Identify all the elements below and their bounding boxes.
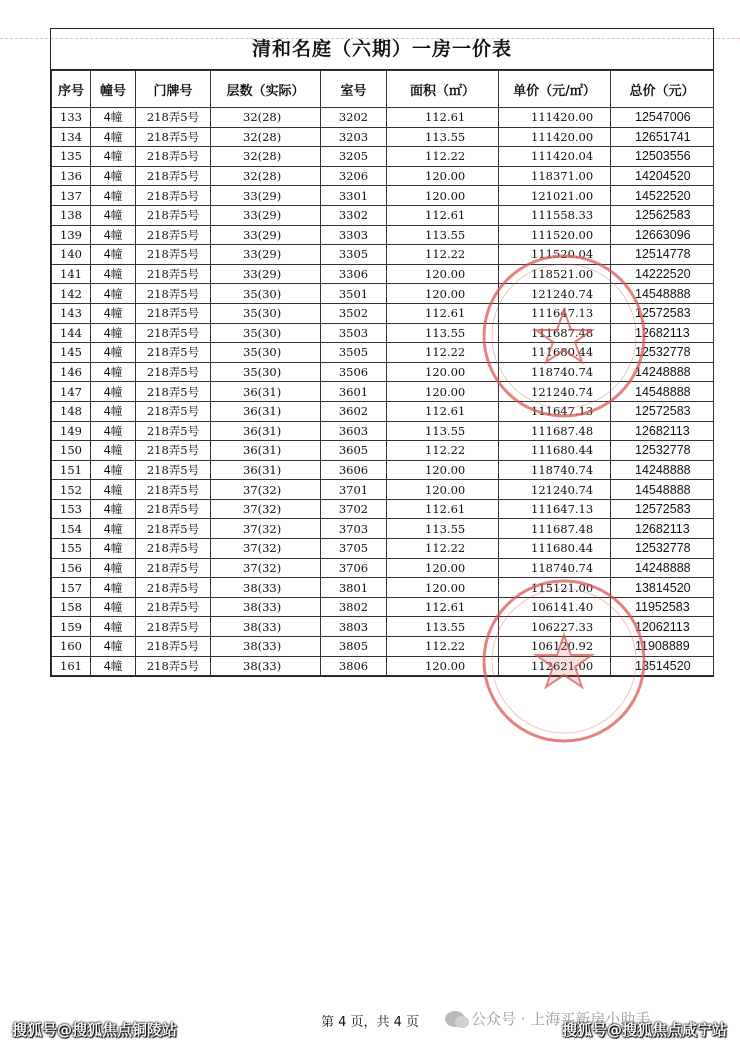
col-header-room: 室号 xyxy=(321,71,387,108)
cell-total-price: 12514778 xyxy=(611,245,714,265)
cell-building: 4幢 xyxy=(91,362,136,382)
cell-address: 218弄5号 xyxy=(136,421,211,441)
cell-building: 4幢 xyxy=(91,421,136,441)
cell-room: 3601 xyxy=(321,382,387,402)
cell-area: 112.61 xyxy=(387,303,499,323)
cell-address: 218弄5号 xyxy=(136,460,211,480)
table-row xyxy=(52,460,714,480)
cell-room: 3203 xyxy=(321,127,387,147)
cell-floor: 35(30) xyxy=(211,323,321,343)
cell-address: 218弄5号 xyxy=(136,323,211,343)
cell-address: 218弄5号 xyxy=(136,499,211,519)
cell-total-price: 14248888 xyxy=(611,460,714,480)
cell-index: 146 xyxy=(52,362,91,382)
cell-building: 4幢 xyxy=(91,186,136,206)
cell-building: 4幢 xyxy=(91,558,136,578)
cell-area: 112.22 xyxy=(387,441,499,461)
cell-index: 159 xyxy=(52,617,91,637)
cell-building: 4幢 xyxy=(91,166,136,186)
cell-address: 218弄5号 xyxy=(136,186,211,206)
cell-total-price: 13814520 xyxy=(611,578,714,598)
cell-unit-price: 121240.74 xyxy=(499,480,611,500)
cell-total-price: 12682113 xyxy=(611,421,714,441)
cell-total-price: 12682113 xyxy=(611,519,714,539)
cell-index: 160 xyxy=(52,637,91,657)
cell-unit-price: 112621.00 xyxy=(499,656,611,676)
document-title: 清和名庭（六期）一房一价表 xyxy=(51,29,713,70)
cell-building: 4幢 xyxy=(91,382,136,402)
cell-building: 4幢 xyxy=(91,480,136,500)
cell-total-price: 12062113 xyxy=(611,617,714,637)
cell-area: 120.00 xyxy=(387,382,499,402)
cell-index: 153 xyxy=(52,499,91,519)
cell-building: 4幢 xyxy=(91,441,136,461)
cell-floor: 36(31) xyxy=(211,460,321,480)
cell-index: 141 xyxy=(52,264,91,284)
cell-room: 3606 xyxy=(321,460,387,480)
cell-unit-price: 111420.00 xyxy=(499,108,611,128)
cell-address: 218弄5号 xyxy=(136,147,211,167)
col-header-index: 序号 xyxy=(52,71,91,108)
cell-address: 218弄5号 xyxy=(136,558,211,578)
cell-floor: 37(32) xyxy=(211,539,321,559)
cell-address: 218弄5号 xyxy=(136,539,211,559)
cell-index: 161 xyxy=(52,656,91,676)
cell-building: 4幢 xyxy=(91,245,136,265)
cell-room: 3506 xyxy=(321,362,387,382)
cell-total-price: 12532778 xyxy=(611,539,714,559)
cell-total-price: 12663096 xyxy=(611,225,714,245)
cell-index: 138 xyxy=(52,205,91,225)
cell-floor: 38(33) xyxy=(211,637,321,657)
cell-area: 120.00 xyxy=(387,558,499,578)
cell-unit-price: 111520.00 xyxy=(499,225,611,245)
table-row xyxy=(52,186,714,206)
cell-unit-price: 106227.33 xyxy=(499,617,611,637)
cell-building: 4幢 xyxy=(91,578,136,598)
cell-index: 142 xyxy=(52,284,91,304)
table-row xyxy=(52,225,714,245)
cell-floor: 35(30) xyxy=(211,343,321,363)
cell-building: 4幢 xyxy=(91,284,136,304)
cell-index: 151 xyxy=(52,460,91,480)
cell-unit-price: 121021.00 xyxy=(499,186,611,206)
cell-area: 112.22 xyxy=(387,245,499,265)
cell-total-price: 12532778 xyxy=(611,441,714,461)
cell-unit-price: 106120.92 xyxy=(499,637,611,657)
cell-address: 218弄5号 xyxy=(136,519,211,539)
table-row xyxy=(52,597,714,617)
cell-area: 120.00 xyxy=(387,460,499,480)
cell-address: 218弄5号 xyxy=(136,166,211,186)
cell-address: 218弄5号 xyxy=(136,245,211,265)
cell-total-price: 12572583 xyxy=(611,499,714,519)
cell-unit-price: 111420.00 xyxy=(499,127,611,147)
cell-total-price: 12562583 xyxy=(611,205,714,225)
table-row xyxy=(52,303,714,323)
cell-unit-price: 115121.00 xyxy=(499,578,611,598)
cell-building: 4幢 xyxy=(91,499,136,519)
cell-floor: 33(29) xyxy=(211,245,321,265)
cell-total-price: 14548888 xyxy=(611,382,714,402)
table-row xyxy=(52,284,714,304)
cell-index: 135 xyxy=(52,147,91,167)
cell-area: 120.00 xyxy=(387,480,499,500)
cell-building: 4幢 xyxy=(91,343,136,363)
cell-building: 4幢 xyxy=(91,264,136,284)
cell-floor: 37(32) xyxy=(211,558,321,578)
cell-index: 137 xyxy=(52,186,91,206)
cell-total-price: 14248888 xyxy=(611,362,714,382)
cell-address: 218弄5号 xyxy=(136,284,211,304)
price-table xyxy=(51,70,714,676)
cell-total-price: 14548888 xyxy=(611,284,714,304)
cell-building: 4幢 xyxy=(91,205,136,225)
cell-room: 3705 xyxy=(321,539,387,559)
cell-floor: 38(33) xyxy=(211,578,321,598)
cell-address: 218弄5号 xyxy=(136,225,211,245)
table-row xyxy=(52,539,714,559)
cell-unit-price: 106141.40 xyxy=(499,597,611,617)
cell-area: 113.55 xyxy=(387,519,499,539)
cell-total-price: 12532778 xyxy=(611,343,714,363)
col-header-area: 面积（㎡） xyxy=(387,71,499,108)
cell-building: 4幢 xyxy=(91,460,136,480)
col-header-total-price: 总价（元） xyxy=(611,71,714,108)
cell-address: 218弄5号 xyxy=(136,205,211,225)
cell-room: 3205 xyxy=(321,147,387,167)
price-table-sheet xyxy=(50,28,714,677)
table-row xyxy=(52,480,714,500)
cell-unit-price: 118740.74 xyxy=(499,460,611,480)
cell-room: 3806 xyxy=(321,656,387,676)
cell-room: 3603 xyxy=(321,421,387,441)
cell-index: 140 xyxy=(52,245,91,265)
cell-area: 120.00 xyxy=(387,264,499,284)
cell-address: 218弄5号 xyxy=(136,362,211,382)
cell-index: 133 xyxy=(52,108,91,128)
table-row xyxy=(52,617,714,637)
cell-room: 3805 xyxy=(321,637,387,657)
cell-room: 3206 xyxy=(321,166,387,186)
cell-area: 112.22 xyxy=(387,343,499,363)
table-row xyxy=(52,558,714,578)
cell-area: 112.61 xyxy=(387,597,499,617)
cell-index: 154 xyxy=(52,519,91,539)
col-header-unit-price: 单价（元/㎡） xyxy=(499,71,611,108)
cell-building: 4幢 xyxy=(91,147,136,167)
cell-unit-price: 111680.44 xyxy=(499,441,611,461)
cell-room: 3505 xyxy=(321,343,387,363)
cell-building: 4幢 xyxy=(91,225,136,245)
cell-floor: 32(28) xyxy=(211,127,321,147)
watermark-right: 搜狐号@搜狐焦点咸宁站 xyxy=(562,1021,728,1039)
cell-unit-price: 111687.48 xyxy=(499,323,611,343)
cell-index: 149 xyxy=(52,421,91,441)
col-header-building: 幢号 xyxy=(91,71,136,108)
cell-address: 218弄5号 xyxy=(136,617,211,637)
cell-floor: 37(32) xyxy=(211,519,321,539)
cell-unit-price: 121240.74 xyxy=(499,284,611,304)
cell-floor: 36(31) xyxy=(211,382,321,402)
cell-total-price: 14522520 xyxy=(611,186,714,206)
page-number: 第 4 页，共 4 页 xyxy=(320,1015,420,1030)
cell-total-price: 12503556 xyxy=(611,147,714,167)
cell-building: 4幢 xyxy=(91,539,136,559)
cell-unit-price: 111647.13 xyxy=(499,499,611,519)
cell-floor: 33(29) xyxy=(211,225,321,245)
cell-address: 218弄5号 xyxy=(136,343,211,363)
cell-total-price: 13514520 xyxy=(611,656,714,676)
cell-room: 3501 xyxy=(321,284,387,304)
table-row xyxy=(52,499,714,519)
cell-address: 218弄5号 xyxy=(136,656,211,676)
cell-total-price: 14248888 xyxy=(611,558,714,578)
table-body xyxy=(52,108,714,676)
cell-total-price: 11908889 xyxy=(611,637,714,657)
table-row xyxy=(52,127,714,147)
cell-building: 4幢 xyxy=(91,401,136,421)
cell-room: 3303 xyxy=(321,225,387,245)
cell-room: 3701 xyxy=(321,480,387,500)
cell-area: 112.61 xyxy=(387,401,499,421)
cell-floor: 38(33) xyxy=(211,617,321,637)
cell-area: 113.55 xyxy=(387,225,499,245)
table-row xyxy=(52,637,714,657)
cell-unit-price: 118740.74 xyxy=(499,362,611,382)
cell-unit-price: 111558.33 xyxy=(499,205,611,225)
cell-area: 120.00 xyxy=(387,656,499,676)
cell-index: 157 xyxy=(52,578,91,598)
cell-area: 120.00 xyxy=(387,362,499,382)
cell-total-price: 12682113 xyxy=(611,323,714,343)
cell-room: 3702 xyxy=(321,499,387,519)
cell-unit-price: 111647.13 xyxy=(499,401,611,421)
cell-floor: 33(29) xyxy=(211,186,321,206)
cell-floor: 38(33) xyxy=(211,597,321,617)
cell-index: 145 xyxy=(52,343,91,363)
watermark-left: 搜狐号@搜狐焦点铜陵站 xyxy=(12,1021,178,1039)
table-row xyxy=(52,578,714,598)
cell-area: 113.55 xyxy=(387,127,499,147)
cell-room: 3605 xyxy=(321,441,387,461)
cell-building: 4幢 xyxy=(91,519,136,539)
cell-total-price: 14548888 xyxy=(611,480,714,500)
table-row xyxy=(52,382,714,402)
cell-address: 218弄5号 xyxy=(136,382,211,402)
cell-total-price: 12572583 xyxy=(611,303,714,323)
cell-room: 3602 xyxy=(321,401,387,421)
cell-room: 3305 xyxy=(321,245,387,265)
cell-index: 147 xyxy=(52,382,91,402)
table-row xyxy=(52,421,714,441)
col-header-address: 门牌号 xyxy=(136,71,211,108)
cell-floor: 35(30) xyxy=(211,362,321,382)
cell-room: 3302 xyxy=(321,205,387,225)
cell-area: 120.00 xyxy=(387,166,499,186)
cell-index: 158 xyxy=(52,597,91,617)
cell-floor: 32(28) xyxy=(211,147,321,167)
cell-building: 4幢 xyxy=(91,656,136,676)
table-row xyxy=(52,147,714,167)
cell-unit-price: 111647.13 xyxy=(499,303,611,323)
cell-address: 218弄5号 xyxy=(136,441,211,461)
cell-room: 3706 xyxy=(321,558,387,578)
table-row xyxy=(52,519,714,539)
cell-area: 112.22 xyxy=(387,147,499,167)
table-row xyxy=(52,264,714,284)
cell-floor: 36(31) xyxy=(211,401,321,421)
cell-room: 3306 xyxy=(321,264,387,284)
cell-unit-price: 111420.04 xyxy=(499,147,611,167)
table-row xyxy=(52,343,714,363)
cell-index: 152 xyxy=(52,480,91,500)
cell-area: 113.55 xyxy=(387,323,499,343)
cell-unit-price: 111687.48 xyxy=(499,519,611,539)
table-row xyxy=(52,166,714,186)
cell-total-price: 12651741 xyxy=(611,127,714,147)
cell-room: 3502 xyxy=(321,303,387,323)
table-row xyxy=(52,245,714,265)
cell-area: 112.61 xyxy=(387,499,499,519)
cell-floor: 33(29) xyxy=(211,264,321,284)
cell-index: 136 xyxy=(52,166,91,186)
cell-room: 3202 xyxy=(321,108,387,128)
cell-address: 218弄5号 xyxy=(136,401,211,421)
wechat-icon xyxy=(445,1011,465,1027)
table-header-row xyxy=(52,71,714,108)
table-row xyxy=(52,108,714,128)
table-row xyxy=(52,362,714,382)
wechat-account-label: 公众号 · 上海买新房小助手 xyxy=(471,1010,651,1028)
cell-index: 144 xyxy=(52,323,91,343)
cell-unit-price: 118740.74 xyxy=(499,558,611,578)
cell-index: 148 xyxy=(52,401,91,421)
cell-address: 218弄5号 xyxy=(136,127,211,147)
cell-floor: 35(30) xyxy=(211,284,321,304)
table-row xyxy=(52,441,714,461)
cell-floor: 33(29) xyxy=(211,205,321,225)
cell-unit-price: 111520.04 xyxy=(499,245,611,265)
cell-total-price: 11952583 xyxy=(611,597,714,617)
cell-floor: 35(30) xyxy=(211,303,321,323)
cell-address: 218弄5号 xyxy=(136,108,211,128)
cell-building: 4幢 xyxy=(91,303,136,323)
table-row xyxy=(52,323,714,343)
cell-index: 134 xyxy=(52,127,91,147)
cell-total-price: 14222520 xyxy=(611,264,714,284)
cell-floor: 32(28) xyxy=(211,166,321,186)
cell-address: 218弄5号 xyxy=(136,637,211,657)
cell-index: 156 xyxy=(52,558,91,578)
cell-address: 218弄5号 xyxy=(136,597,211,617)
cell-room: 3802 xyxy=(321,597,387,617)
cell-address: 218弄5号 xyxy=(136,264,211,284)
cell-building: 4幢 xyxy=(91,597,136,617)
cell-area: 120.00 xyxy=(387,284,499,304)
cell-room: 3803 xyxy=(321,617,387,637)
cell-area: 120.00 xyxy=(387,578,499,598)
cell-area: 112.61 xyxy=(387,205,499,225)
cell-area: 120.00 xyxy=(387,186,499,206)
cell-unit-price: 121240.74 xyxy=(499,382,611,402)
cell-unit-price: 111687.48 xyxy=(499,421,611,441)
cell-index: 150 xyxy=(52,441,91,461)
cell-floor: 37(32) xyxy=(211,499,321,519)
cell-room: 3301 xyxy=(321,186,387,206)
cell-address: 218弄5号 xyxy=(136,578,211,598)
cell-area: 112.61 xyxy=(387,108,499,128)
cell-address: 218弄5号 xyxy=(136,480,211,500)
cell-floor: 37(32) xyxy=(211,480,321,500)
cell-building: 4幢 xyxy=(91,108,136,128)
cell-index: 139 xyxy=(52,225,91,245)
cell-room: 3503 xyxy=(321,323,387,343)
cell-room: 3801 xyxy=(321,578,387,598)
cell-unit-price: 118371.00 xyxy=(499,166,611,186)
cell-unit-price: 118521.00 xyxy=(499,264,611,284)
cell-building: 4幢 xyxy=(91,323,136,343)
cell-address: 218弄5号 xyxy=(136,303,211,323)
cell-area: 112.22 xyxy=(387,637,499,657)
cell-floor: 32(28) xyxy=(211,108,321,128)
cell-total-price: 14204520 xyxy=(611,166,714,186)
cell-building: 4幢 xyxy=(91,637,136,657)
table-row xyxy=(52,205,714,225)
cell-floor: 36(31) xyxy=(211,441,321,461)
cell-unit-price: 111680.44 xyxy=(499,343,611,363)
cell-floor: 36(31) xyxy=(211,421,321,441)
cell-building: 4幢 xyxy=(91,617,136,637)
cell-area: 113.55 xyxy=(387,617,499,637)
cell-index: 155 xyxy=(52,539,91,559)
cell-index: 143 xyxy=(52,303,91,323)
cell-total-price: 12547006 xyxy=(611,108,714,128)
table-row xyxy=(52,401,714,421)
cell-total-price: 12572583 xyxy=(611,401,714,421)
cell-unit-price: 111680.44 xyxy=(499,539,611,559)
table-row xyxy=(52,656,714,676)
col-header-floor: 层数（实际） xyxy=(211,71,321,108)
cell-area: 112.22 xyxy=(387,539,499,559)
cell-room: 3703 xyxy=(321,519,387,539)
cell-area: 113.55 xyxy=(387,421,499,441)
cell-building: 4幢 xyxy=(91,127,136,147)
cell-floor: 38(33) xyxy=(211,656,321,676)
